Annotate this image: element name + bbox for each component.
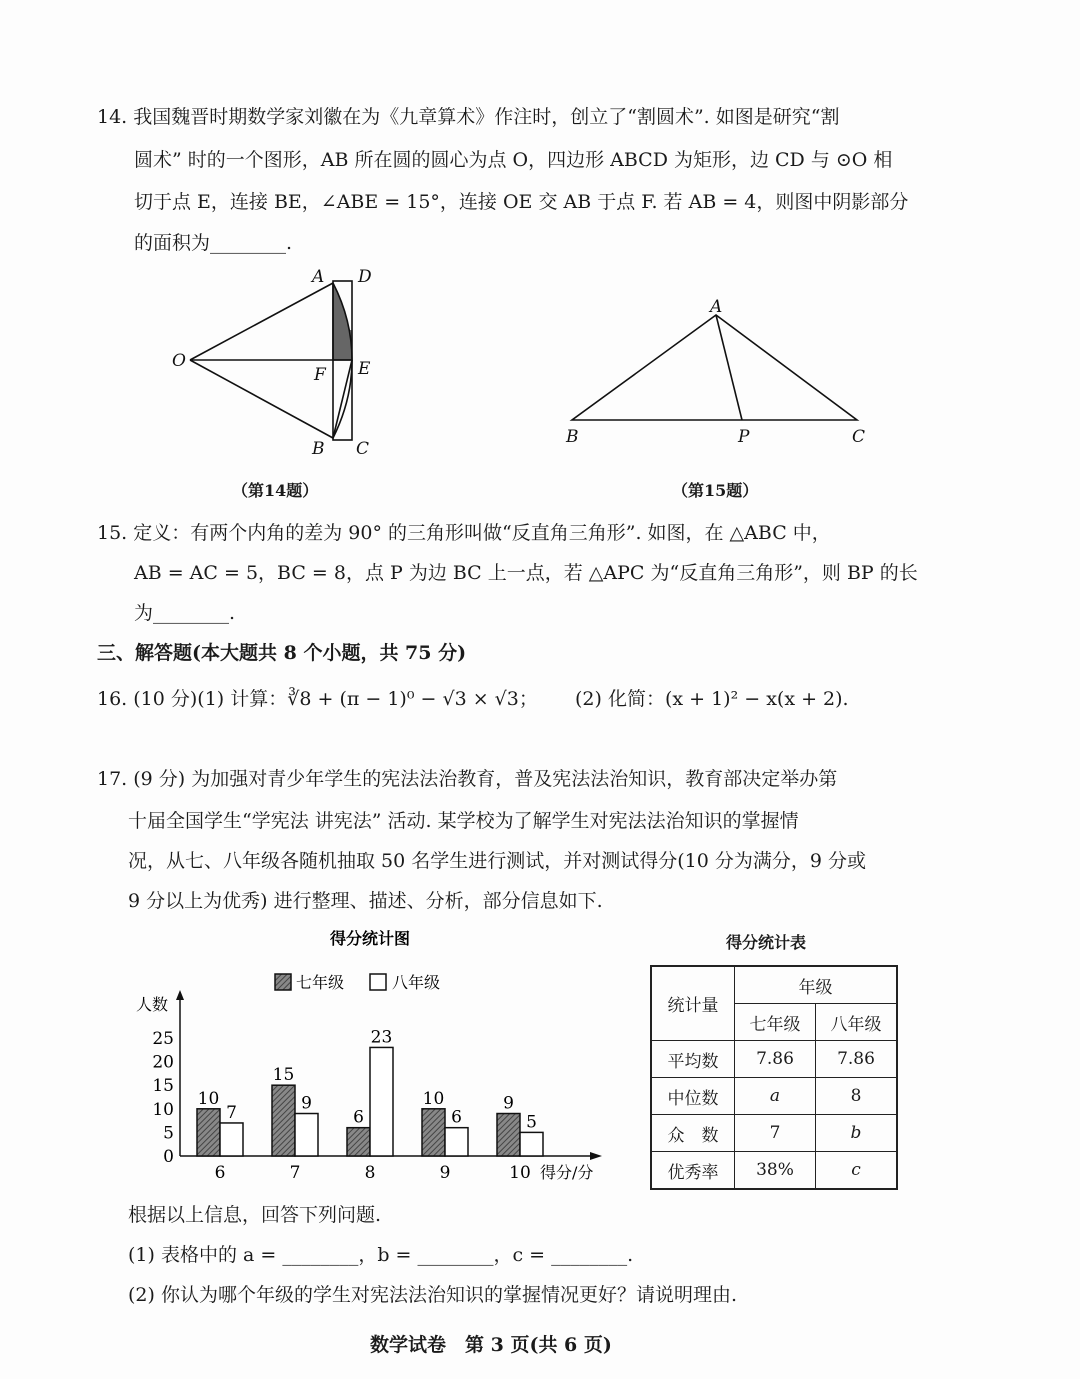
x-tick-label: 9 bbox=[439, 1163, 451, 1183]
q17-line: 9 分以上为优秀) 进行整理、描述、分析，部分信息如下. bbox=[128, 890, 603, 912]
figure-14-caption: （第14题） bbox=[232, 481, 319, 500]
table-row: 平均数 7.86 7.86 bbox=[651, 1041, 897, 1078]
bar-grade7 bbox=[272, 1085, 295, 1156]
section-heading: 三、解答题(本大题共 8 个小题，共 75 分) bbox=[97, 642, 467, 664]
y-tick-label: 20 bbox=[152, 1052, 174, 1073]
label-A: A bbox=[710, 297, 723, 317]
page-footer: 数学试卷 第 3 页(共 6 页) bbox=[370, 1334, 612, 1356]
score-bar-chart bbox=[120, 920, 620, 1190]
legend-label-grade7: 七年级 bbox=[296, 973, 345, 992]
y-axis-label: 人数 bbox=[136, 995, 169, 1014]
q14-line: 的面积为________. bbox=[134, 232, 293, 254]
table-title: 得分统计表 bbox=[726, 933, 807, 952]
q17-line: 17. (9 分) 为加强对青少年学生的宪法法治教育，普及宪法法治知识，教育部决定举办第 bbox=[97, 768, 838, 790]
header-grade: 年级 bbox=[735, 966, 898, 1004]
y-tick-label: 25 bbox=[152, 1029, 174, 1049]
bar-grade8 bbox=[295, 1114, 318, 1156]
header-stat: 统计量 bbox=[651, 966, 735, 1041]
bar-grade8 bbox=[220, 1123, 243, 1156]
y-tick-label: 10 bbox=[152, 1099, 174, 1120]
bar-value-label: 23 bbox=[370, 1027, 393, 1048]
q17-line: 十届全国学生“学宪法 讲宪法” 活动. 某学校为了解学生对宪法法治知识的掌握情 bbox=[128, 810, 799, 832]
bar-value-label: 6 bbox=[353, 1107, 364, 1128]
header-g7: 七年级 bbox=[735, 1004, 816, 1041]
label-A: A bbox=[312, 267, 325, 287]
label-B: B bbox=[566, 427, 579, 447]
label-B: B bbox=[312, 439, 325, 459]
label-D: D bbox=[358, 267, 372, 287]
x-tick-label: 10 bbox=[509, 1163, 531, 1183]
figure-14 bbox=[172, 267, 372, 459]
x-axis-label: 得分/分 bbox=[540, 1163, 594, 1182]
q17-after: 根据以上信息，回答下列问题. bbox=[128, 1204, 382, 1226]
bar-value-label: 9 bbox=[503, 1093, 514, 1114]
header-g8: 八年级 bbox=[816, 1004, 898, 1041]
stats-table bbox=[650, 965, 898, 1190]
table-row: 优秀率 38% c bbox=[651, 1152, 897, 1190]
figure-15 bbox=[565, 297, 865, 447]
q16-part2: (2) 化简：(x + 1)² − x(x + 2). bbox=[575, 688, 849, 710]
y-tick-label: 15 bbox=[152, 1076, 174, 1097]
legend-swatch-grade7 bbox=[275, 974, 291, 990]
bar-value-label: 5 bbox=[526, 1112, 537, 1133]
label-E: E bbox=[358, 359, 371, 379]
table-row: 中位数 a 8 bbox=[651, 1078, 897, 1115]
bar-grade7 bbox=[422, 1109, 445, 1156]
label-F: F bbox=[314, 365, 326, 385]
q14-line: 圆术” 时的一个图形，AB 所在圆的圆心为点 O，四边形 ABCD 为矩形，边 CD 与 ⊙O 相 bbox=[134, 149, 893, 171]
y-axis-arrow bbox=[176, 990, 184, 1000]
figure-15-caption: （第15题） bbox=[672, 481, 759, 500]
label-P: P bbox=[738, 427, 750, 447]
q16-part1: 16. (10 分)(1) 计算：∛8 + (π − 1)⁰ − √3 × √3； bbox=[97, 688, 538, 710]
legend-swatch-grade8 bbox=[370, 974, 386, 990]
q17-line: 况，从七、八年级各随机抽取 50 名学生进行测试，并对测试得分(10 分为满分，9 分或 bbox=[128, 850, 867, 872]
x-tick-label: 6 bbox=[214, 1163, 226, 1183]
q15-line: 15. 定义：有两个内角的差为 90° 的三角形叫做“反直角三角形”. 如图，在 △ABC 中， bbox=[97, 522, 831, 544]
bar-value-label: 9 bbox=[301, 1093, 312, 1114]
bar-value-label: 15 bbox=[272, 1065, 295, 1086]
q17-question-1: (1) 表格中的 a = ________，b = ________，c = ________. bbox=[128, 1244, 634, 1266]
x-tick-label: 8 bbox=[364, 1163, 376, 1183]
q15-line: 为________. bbox=[134, 602, 236, 624]
q14-line: 切于点 E，连接 BE，∠ABE = 15°，连接 OE 交 AB 于点 F. 若 AB = 4，则图中阴影部分 bbox=[134, 191, 909, 213]
y-tick-label: 0 bbox=[163, 1147, 174, 1167]
x-tick-label: 7 bbox=[289, 1163, 301, 1183]
q17-question-2: (2) 你认为哪个年级的学生对宪法法治知识的掌握情况更好？请说明理由. bbox=[128, 1284, 737, 1306]
figure-14-15 bbox=[0, 0, 1080, 470]
bar-grade7 bbox=[197, 1109, 220, 1156]
q14-line: 14. 我国魏晋时期数学家刘徽在为《九章算术》作注时，创立了“割圆术”. 如图是研究“割 bbox=[97, 106, 840, 128]
bar-grade8 bbox=[445, 1128, 468, 1156]
chart-title: 得分统计图 bbox=[329, 929, 411, 948]
bar-grade8 bbox=[370, 1047, 393, 1156]
label-C: C bbox=[356, 439, 370, 459]
bar-value-label: 10 bbox=[422, 1088, 445, 1109]
bar-value-label: 10 bbox=[197, 1088, 220, 1109]
bar-grade7 bbox=[347, 1128, 370, 1156]
bar-grade7 bbox=[497, 1114, 520, 1156]
x-axis-arrow bbox=[590, 1152, 602, 1160]
bar-value-label: 7 bbox=[226, 1102, 237, 1123]
legend-label-grade8: 八年级 bbox=[392, 973, 441, 992]
table-row: 众 数 7 b bbox=[651, 1115, 897, 1152]
y-tick-label: 5 bbox=[163, 1123, 174, 1144]
label-C: C bbox=[852, 427, 866, 447]
bar-value-label: 6 bbox=[451, 1107, 462, 1128]
q15-line: AB = AC = 5，BC = 8，点 P 为边 BC 上一点，若 △APC 为“反直角三角形”，则 BP 的长 bbox=[134, 562, 918, 584]
bar-grade8 bbox=[520, 1132, 543, 1156]
label-O: O bbox=[172, 351, 186, 371]
